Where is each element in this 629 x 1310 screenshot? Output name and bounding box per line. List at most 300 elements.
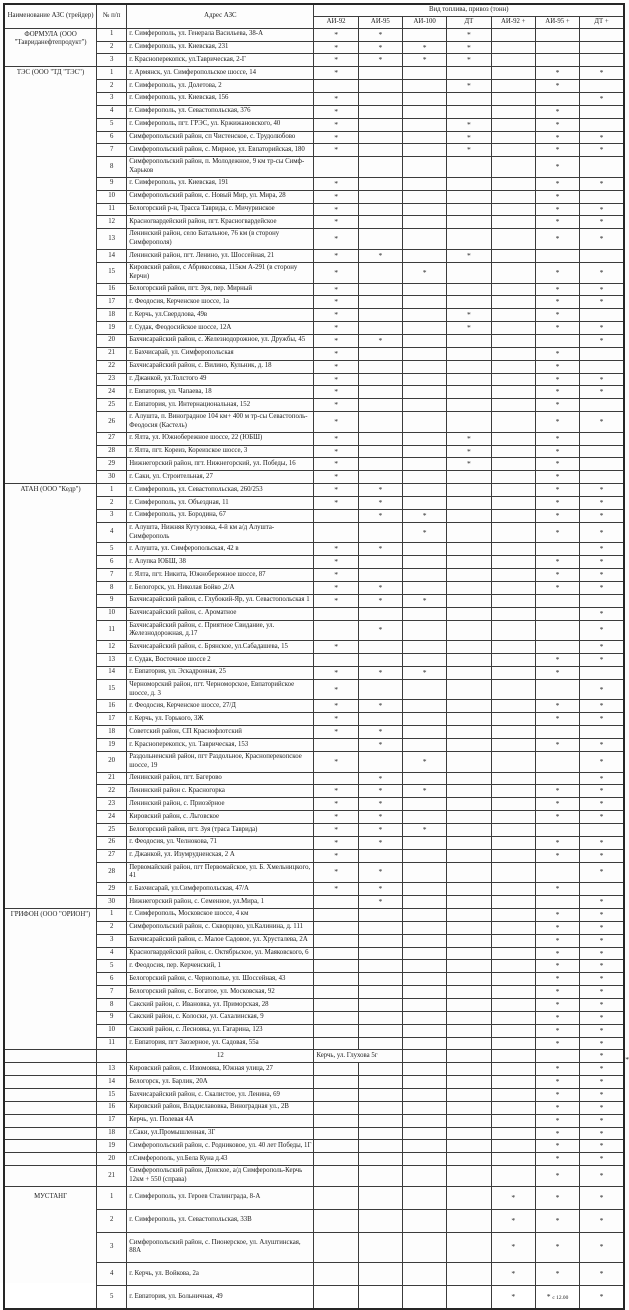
cell-address: г. Евпатория, ул. Эскадронная, 25 bbox=[127, 666, 314, 679]
cell-row-number: 3 bbox=[97, 1232, 127, 1263]
cell-fuel-mark-3 bbox=[447, 1011, 491, 1024]
cell-fuel-mark-1 bbox=[358, 654, 402, 667]
cell-row-number: 16 bbox=[97, 1101, 127, 1114]
cell-fuel-mark-6: * bbox=[580, 569, 624, 582]
cell-fuel-mark-4 bbox=[491, 1076, 535, 1089]
cell-fuel-mark-1: * bbox=[358, 700, 402, 713]
cell-row-number: 20 bbox=[97, 334, 127, 347]
cell-address: г. Алупка ЮБШ, 38 bbox=[127, 556, 314, 569]
cell-fuel-mark-2 bbox=[403, 471, 447, 484]
cell-fuel-mark-4 bbox=[491, 118, 535, 131]
cell-address: Бахчисарайский район, с. Ароматное bbox=[127, 607, 314, 620]
cell-fuel-mark-6 bbox=[580, 824, 624, 837]
cell-fuel-mark-4 bbox=[491, 190, 535, 203]
table-row bbox=[4, 836, 624, 849]
cell-fuel-mark-3 bbox=[447, 399, 491, 412]
cell-fuel-mark-4 bbox=[491, 1037, 535, 1050]
cell-address: г. Керчь, ул. Горького, 3Ж bbox=[127, 713, 314, 726]
cell-fuel-mark-6 bbox=[580, 157, 624, 178]
cell-fuel-mark-5: * bbox=[535, 386, 579, 399]
cell-address: Белогорск, ул. Барлик, 20А bbox=[127, 1076, 314, 1089]
cell-fuel-mark-2 bbox=[403, 412, 447, 433]
cell-address: г. Феодосия, Керченское шоссе, 1а bbox=[127, 296, 314, 309]
cell-fuel-mark-2 bbox=[403, 1050, 447, 1063]
table-row bbox=[4, 666, 624, 679]
cell-row-number: 13 bbox=[97, 654, 127, 667]
cell-fuel-mark-0: * bbox=[314, 54, 358, 67]
cell-trader-empty bbox=[4, 1063, 97, 1076]
cell-fuel-mark-3 bbox=[447, 582, 491, 595]
cell-fuel-mark-5: * bbox=[535, 105, 579, 118]
cell-fuel-mark-0: * bbox=[314, 798, 358, 811]
cell-address: Симферопольский район, с. Новый Мир, ул. Мира, 28 bbox=[127, 190, 314, 203]
cell-row-number: 21 bbox=[97, 347, 127, 360]
table-row bbox=[4, 1011, 624, 1024]
table-row bbox=[4, 973, 624, 986]
cell-fuel-mark-2 bbox=[403, 849, 447, 862]
cell-fuel-mark-1 bbox=[358, 283, 402, 296]
header-fuel-col-0: АИ-92 bbox=[314, 16, 358, 28]
cell-trader-empty bbox=[4, 1114, 97, 1127]
cell-fuel-mark-1 bbox=[358, 1024, 402, 1037]
cell-fuel-mark-1 bbox=[358, 522, 402, 543]
cell-fuel-mark-4 bbox=[491, 1011, 535, 1024]
cell-row-number: 27 bbox=[97, 849, 127, 862]
cell-fuel-mark-4 bbox=[491, 92, 535, 105]
table-row bbox=[4, 582, 624, 595]
cell-fuel-mark-2 bbox=[403, 739, 447, 752]
cell-fuel-mark-2 bbox=[403, 1101, 447, 1114]
cell-fuel-mark-5: * bbox=[535, 811, 579, 824]
cell-fuel-mark-5 bbox=[535, 594, 579, 607]
table-row bbox=[4, 144, 624, 157]
cell-fuel-mark-1 bbox=[358, 934, 402, 947]
table-row bbox=[4, 1153, 624, 1166]
cell-fuel-mark-3 bbox=[447, 811, 491, 824]
cell-fuel-mark-4 bbox=[491, 471, 535, 484]
cell-fuel-mark-1 bbox=[358, 131, 402, 144]
cell-fuel-mark-5: * bbox=[535, 1037, 579, 1050]
cell-fuel-mark-0: * bbox=[314, 373, 358, 386]
cell-fuel-mark-3 bbox=[447, 1140, 491, 1153]
cell-fuel-mark-3 bbox=[447, 471, 491, 484]
cell-fuel-mark-2 bbox=[403, 334, 447, 347]
cell-fuel-mark-1 bbox=[358, 1186, 402, 1209]
cell-fuel-mark-1 bbox=[358, 908, 402, 921]
cell-fuel-mark-3: * bbox=[447, 131, 491, 144]
cell-fuel-mark-4 bbox=[491, 360, 535, 373]
cell-fuel-mark-2 bbox=[403, 921, 447, 934]
cell-fuel-mark-6 bbox=[580, 41, 624, 54]
cell-fuel-mark-1: * bbox=[358, 666, 402, 679]
cell-fuel-mark-4 bbox=[491, 896, 535, 909]
cell-fuel-mark-6 bbox=[580, 445, 624, 458]
cell-fuel-mark-3 bbox=[447, 654, 491, 667]
cell-fuel-mark-3 bbox=[447, 92, 491, 105]
cell-fuel-mark-2 bbox=[403, 1011, 447, 1024]
cell-fuel-mark-3 bbox=[447, 543, 491, 556]
cell-fuel-mark-2 bbox=[403, 131, 447, 144]
cell-fuel-mark-5: * bbox=[535, 67, 579, 80]
cell-fuel-mark-6: * bbox=[580, 934, 624, 947]
cell-fuel-mark-4 bbox=[491, 726, 535, 739]
cell-row-number: 30 bbox=[97, 896, 127, 909]
cell-address: г. Алушта, п. Виноградное 104 км+ 400 м тр-сы Севастополь-Феодосия (Кастель) bbox=[127, 412, 314, 433]
cell-fuel-mark-5: * bbox=[535, 262, 579, 283]
cell-fuel-mark-0 bbox=[314, 1037, 358, 1050]
cell-fuel-mark-6: * bbox=[580, 262, 624, 283]
table-row bbox=[4, 798, 624, 811]
cell-fuel-mark-0: * bbox=[314, 296, 358, 309]
cell-fuel-mark-1 bbox=[358, 713, 402, 726]
cell-row-number: 24 bbox=[97, 811, 127, 824]
cell-row-number: 3 bbox=[97, 509, 127, 522]
cell-trader-name: МУСТАНГ bbox=[4, 1186, 97, 1309]
cell-fuel-mark-2 bbox=[403, 772, 447, 785]
cell-fuel-mark-5: * bbox=[535, 654, 579, 667]
cell-fuel-mark-3 bbox=[447, 373, 491, 386]
cell-fuel-mark-6 bbox=[580, 105, 624, 118]
cell-fuel-mark-0: * bbox=[314, 144, 358, 157]
cell-fuel-mark-0: * bbox=[314, 594, 358, 607]
cell-fuel-mark-4: * bbox=[491, 1209, 535, 1232]
cell-fuel-mark-4 bbox=[491, 144, 535, 157]
table-row bbox=[4, 28, 624, 41]
cell-fuel-mark-2 bbox=[403, 1209, 447, 1232]
cell-row-number: 1 bbox=[97, 28, 127, 41]
table-row bbox=[4, 1063, 624, 1076]
cell-fuel-mark-2 bbox=[403, 216, 447, 229]
cell-fuel-mark-0 bbox=[314, 1286, 358, 1310]
cell-fuel-mark-5: * bbox=[535, 1024, 579, 1037]
cell-fuel-mark-2 bbox=[403, 177, 447, 190]
cell-address: Раздольненский район, пгт Раздольное, Красноперекопское шоссе, 19 bbox=[127, 751, 314, 772]
cell-address: Ленинский район, село Батальное, 76 км (в сторону Симферополя) bbox=[127, 229, 314, 250]
cell-fuel-mark-1: * bbox=[358, 620, 402, 641]
cell-fuel-mark-3 bbox=[447, 739, 491, 752]
cell-fuel-mark-3 bbox=[447, 666, 491, 679]
cell-fuel-mark-5: * bbox=[535, 1063, 579, 1076]
cell-fuel-mark-6: * bbox=[580, 986, 624, 999]
table-row bbox=[4, 445, 624, 458]
table-row bbox=[4, 131, 624, 144]
cell-fuel-mark-2 bbox=[403, 67, 447, 80]
table-row bbox=[4, 679, 624, 700]
table-row bbox=[4, 386, 624, 399]
cell-address: Кировский район, с Абрикосовка, 115км А-291 (в сторону Керчи) bbox=[127, 262, 314, 283]
cell-fuel-mark-6: * bbox=[580, 1063, 624, 1076]
cell-fuel-mark-1: * bbox=[358, 250, 402, 263]
cell-row-number: 23 bbox=[97, 798, 127, 811]
cell-row-number: 9 bbox=[97, 177, 127, 190]
cell-address: г. Симферополь, Московское шоссе, 4 км bbox=[127, 908, 314, 921]
cell-fuel-mark-3 bbox=[447, 998, 491, 1011]
cell-fuel-mark-4 bbox=[491, 1114, 535, 1127]
cell-fuel-mark-4 bbox=[491, 862, 535, 883]
cell-fuel-mark-6: * bbox=[580, 849, 624, 862]
cell-address: г. Симферополь, ул. Героев Сталинграда, 8-А bbox=[127, 1186, 314, 1209]
table-row bbox=[4, 203, 624, 216]
cell-address: г. Ялта, пгт. Никита, Южнобережное шоссе, 87 bbox=[127, 569, 314, 582]
cell-fuel-mark-2 bbox=[403, 360, 447, 373]
cell-row-number: 22 bbox=[97, 360, 127, 373]
cell-fuel-mark-6: * bbox=[580, 713, 624, 726]
cell-fuel-mark-2 bbox=[403, 28, 447, 41]
cell-fuel-mark-2 bbox=[403, 497, 447, 510]
clipped-mark: * bbox=[625, 1054, 629, 1064]
cell-address: г. Симферополь, ул. Бородина, 67 bbox=[127, 509, 314, 522]
cell-fuel-mark-6: * bbox=[580, 144, 624, 157]
cell-fuel-mark-2: * bbox=[403, 522, 447, 543]
cell-fuel-mark-2 bbox=[403, 347, 447, 360]
cell-fuel-mark-2 bbox=[403, 296, 447, 309]
cell-address: г. Симферополь, ул. Объездная, 11 bbox=[127, 497, 314, 510]
cell-fuel-mark-3 bbox=[447, 360, 491, 373]
cell-address: г. Красноперекопск, ул. Таврическая, 153 bbox=[127, 739, 314, 752]
cell-fuel-mark-0 bbox=[314, 1140, 358, 1153]
cell-fuel-mark-4 bbox=[491, 713, 535, 726]
cell-fuel-mark-1 bbox=[358, 1037, 402, 1050]
cell-row-number: 15 bbox=[97, 679, 127, 700]
cell-fuel-mark-3 bbox=[447, 607, 491, 620]
cell-fuel-mark-2 bbox=[403, 896, 447, 909]
cell-fuel-mark-6: * bbox=[580, 203, 624, 216]
cell-fuel-mark-6 bbox=[580, 347, 624, 360]
cell-fuel-mark-3: * bbox=[447, 458, 491, 471]
cell-fuel-mark-3: * bbox=[447, 41, 491, 54]
cell-fuel-mark-6: * bbox=[580, 283, 624, 296]
cell-fuel-mark-5: * bbox=[535, 973, 579, 986]
cell-fuel-mark-0: * bbox=[314, 556, 358, 569]
cell-fuel-mark-3 bbox=[447, 334, 491, 347]
cell-fuel-mark-5: * bbox=[535, 229, 579, 250]
cell-fuel-mark-2: * bbox=[403, 54, 447, 67]
cell-row-number: 25 bbox=[97, 824, 127, 837]
cell-fuel-mark-5: * bbox=[535, 1153, 579, 1166]
cell-fuel-mark-5: * bbox=[535, 322, 579, 335]
cell-fuel-mark-2 bbox=[403, 399, 447, 412]
table-row bbox=[4, 700, 624, 713]
table-row bbox=[4, 556, 624, 569]
cell-fuel-mark-3 bbox=[447, 67, 491, 80]
cell-fuel-mark-1 bbox=[358, 1063, 402, 1076]
cell-row-number: 4 bbox=[97, 1263, 127, 1286]
cell-fuel-mark-5: * bbox=[535, 1232, 579, 1263]
cell-fuel-mark-3 bbox=[447, 1166, 491, 1187]
cell-fuel-mark-3 bbox=[447, 798, 491, 811]
cell-row-number: 29 bbox=[97, 458, 127, 471]
cell-address: Нижнегорский район, пгт. Нижнегорский, ул. Победы, 16 bbox=[127, 458, 314, 471]
cell-fuel-mark-0 bbox=[314, 739, 358, 752]
cell-fuel-mark-4 bbox=[491, 739, 535, 752]
cell-fuel-mark-3 bbox=[447, 785, 491, 798]
cell-fuel-mark-6: * bbox=[580, 700, 624, 713]
cell-address: г. Симферополь, ул. Долетова, 2 bbox=[127, 80, 314, 93]
cell-row-number: 16 bbox=[97, 283, 127, 296]
cell-fuel-mark-1 bbox=[358, 229, 402, 250]
cell-address: Красногвардейский район, пгт. Красногвардейское bbox=[127, 216, 314, 229]
cell-fuel-mark-1 bbox=[358, 399, 402, 412]
cell-fuel-mark-3 bbox=[447, 726, 491, 739]
cell-fuel-mark-6 bbox=[580, 118, 624, 131]
cell-address: г. Бахчисарай, ул.Симферопольская, 47/А bbox=[127, 883, 314, 896]
table-row bbox=[4, 1209, 624, 1232]
cell-fuel-mark-5: * bbox=[535, 700, 579, 713]
cell-fuel-mark-4 bbox=[491, 296, 535, 309]
cell-fuel-mark-5: * с 12.00 bbox=[535, 1286, 579, 1310]
cell-fuel-mark-3 bbox=[447, 203, 491, 216]
cell-trader-name: ГРИФОН (ООО "ОРИОН") bbox=[4, 908, 97, 1049]
cell-fuel-mark-4 bbox=[491, 836, 535, 849]
cell-address: г. Джанкой, ул.Толстого 49 bbox=[127, 373, 314, 386]
cell-fuel-mark-4 bbox=[491, 412, 535, 433]
table-row bbox=[4, 883, 624, 896]
cell-fuel-mark-4 bbox=[491, 203, 535, 216]
cell-fuel-mark-2 bbox=[403, 998, 447, 1011]
table-row bbox=[4, 216, 624, 229]
cell-fuel-mark-1: * bbox=[358, 28, 402, 41]
table-row bbox=[4, 373, 624, 386]
cell-address: г. Красноперекопск, ул.Таврическая, 2-Г bbox=[127, 54, 314, 67]
cell-row-number: 13 bbox=[97, 1063, 127, 1076]
cell-fuel-mark-4 bbox=[491, 947, 535, 960]
cell-fuel-mark-4 bbox=[491, 849, 535, 862]
cell-fuel-mark-1 bbox=[358, 144, 402, 157]
cell-fuel-mark-1: * bbox=[358, 726, 402, 739]
cell-fuel-mark-2 bbox=[403, 1232, 447, 1263]
cell-trader-name: ФОРМУЛА (ООО "Тавриданефтепродукт") bbox=[4, 28, 97, 67]
cell-fuel-mark-0: * bbox=[314, 666, 358, 679]
header-fuel-col-5: АИ-95 + bbox=[535, 16, 579, 28]
cell-fuel-mark-2: * bbox=[403, 751, 447, 772]
cell-address: Керчь, ул. Полевая 4А bbox=[127, 1114, 314, 1127]
cell-fuel-mark-2: * bbox=[403, 785, 447, 798]
cell-address: Бахчисарайский район, с. Брянское, ул.Сабадашева, 15 bbox=[127, 641, 314, 654]
cell-fuel-mark-6 bbox=[580, 726, 624, 739]
header-fuel-col-1: АИ-95 bbox=[358, 16, 402, 28]
cell-fuel-mark-6: * bbox=[580, 641, 624, 654]
cell-row-number: 2 bbox=[97, 921, 127, 934]
cell-fuel-mark-0: * bbox=[314, 177, 358, 190]
cell-fuel-mark-5 bbox=[535, 679, 579, 700]
cell-fuel-mark-6: * bbox=[580, 1153, 624, 1166]
cell-fuel-mark-3 bbox=[447, 973, 491, 986]
cell-address: Симферопольский район, сп Чистенское, с. Трудолюбово bbox=[127, 131, 314, 144]
cell-fuel-mark-3 bbox=[447, 1114, 491, 1127]
cell-fuel-mark-3 bbox=[447, 229, 491, 250]
cell-fuel-mark-5: * bbox=[535, 934, 579, 947]
cell-fuel-mark-5: * bbox=[535, 509, 579, 522]
cell-fuel-mark-1 bbox=[358, 1232, 402, 1263]
cell-fuel-mark-6: * bbox=[580, 798, 624, 811]
cell-fuel-mark-5: * bbox=[535, 216, 579, 229]
cell-address-shifted: Керчь, ул. Глухова 5г bbox=[314, 1050, 403, 1063]
cell-address: Бахчисарайский район, с. Скалистое, ул. Ленина, 69 bbox=[127, 1089, 314, 1102]
cell-address: Кировский район, с. Льговское bbox=[127, 811, 314, 824]
cell-fuel-mark-2 bbox=[403, 620, 447, 641]
cell-fuel-mark-6: * bbox=[580, 1011, 624, 1024]
table-row bbox=[4, 412, 624, 433]
cell-fuel-mark-0: * bbox=[314, 543, 358, 556]
cell-fuel-mark-6: * bbox=[580, 785, 624, 798]
cell-fuel-mark-4 bbox=[491, 1166, 535, 1187]
cell-row-number: 14 bbox=[97, 1076, 127, 1089]
table-row bbox=[4, 1140, 624, 1153]
cell-address: г. Саки, ул. Строительная, 27 bbox=[127, 471, 314, 484]
table-row bbox=[4, 726, 624, 739]
cell-row-number: 1 bbox=[97, 484, 127, 497]
cell-fuel-mark-5: * bbox=[535, 785, 579, 798]
cell-fuel-mark-1: * bbox=[358, 334, 402, 347]
table-row bbox=[4, 1232, 624, 1263]
cell-row-number: 7 bbox=[97, 144, 127, 157]
cell-fuel-mark-4 bbox=[491, 80, 535, 93]
cell-fuel-mark-6: * bbox=[580, 811, 624, 824]
header-fuel-col-6: ДТ + bbox=[580, 16, 624, 28]
cell-address: Белогорский район, с. Богатое, ул. Московская, 92 bbox=[127, 986, 314, 999]
cell-fuel-mark-2 bbox=[403, 836, 447, 849]
cell-fuel-mark-0 bbox=[314, 908, 358, 921]
cell-fuel-mark-4 bbox=[491, 309, 535, 322]
cell-address: Ленинский район с. Красногорка bbox=[127, 785, 314, 798]
cell-row-number: 27 bbox=[97, 432, 127, 445]
cell-row-number: 20 bbox=[97, 751, 127, 772]
cell-fuel-mark-5: * bbox=[535, 569, 579, 582]
table-row bbox=[4, 157, 624, 178]
cell-row-number: 6 bbox=[97, 556, 127, 569]
cell-fuel-mark-3 bbox=[447, 1037, 491, 1050]
cell-fuel-mark-5: * bbox=[535, 666, 579, 679]
cell-address: г. Судак, Феодосийское шоссе, 12А bbox=[127, 322, 314, 335]
cell-fuel-mark-0: * bbox=[314, 360, 358, 373]
cell-fuel-mark-0 bbox=[314, 522, 358, 543]
cell-fuel-mark-1 bbox=[358, 960, 402, 973]
cell-fuel-mark-4 bbox=[491, 666, 535, 679]
cell-fuel-mark-1 bbox=[358, 262, 402, 283]
cell-fuel-mark-2 bbox=[403, 445, 447, 458]
cell-fuel-mark-2 bbox=[403, 1140, 447, 1153]
cell-fuel-mark-5: * bbox=[535, 347, 579, 360]
table-row bbox=[4, 509, 624, 522]
cell-fuel-mark-0: * bbox=[314, 92, 358, 105]
cell-fuel-mark-0: * bbox=[314, 118, 358, 131]
cell-address: г. Евпатория, ул. Чапаева, 18 bbox=[127, 386, 314, 399]
cell-fuel-mark-0 bbox=[314, 1076, 358, 1089]
cell-fuel-mark-4 bbox=[491, 509, 535, 522]
cell-fuel-mark-3 bbox=[447, 620, 491, 641]
cell-fuel-mark-2 bbox=[403, 582, 447, 595]
table-row bbox=[4, 1263, 624, 1286]
cell-fuel-mark-2 bbox=[403, 144, 447, 157]
cell-fuel-mark-0: * bbox=[314, 229, 358, 250]
cell-address: г.Симферополь, ул.Бела Куна д.43 bbox=[127, 1153, 314, 1166]
cell-fuel-mark-5: * bbox=[535, 458, 579, 471]
cell-fuel-mark-6: * bbox=[580, 216, 624, 229]
cell-fuel-mark-2 bbox=[403, 654, 447, 667]
cell-address: Симферопольский район, с. Мирное, ул. Евпаторийская, 180 bbox=[127, 144, 314, 157]
cell-fuel-mark-6: * bbox=[580, 1114, 624, 1127]
cell-row-number: 14 bbox=[97, 666, 127, 679]
cell-address: Белогорский район, с. Чернополье, ул. Шоссейная, 43 bbox=[127, 973, 314, 986]
cell-fuel-mark-0 bbox=[314, 998, 358, 1011]
cell-address: г. Ялта, пгт. Кореиз, Кореизское шоссе, 3 bbox=[127, 445, 314, 458]
cell-fuel-mark-6: * bbox=[580, 131, 624, 144]
cell-fuel-mark-6: * bbox=[580, 947, 624, 960]
cell-fuel-mark-3 bbox=[447, 679, 491, 700]
cell-fuel-mark-0: * bbox=[314, 190, 358, 203]
cell-row-number: 17 bbox=[97, 1114, 127, 1127]
cell-fuel-mark-3 bbox=[447, 569, 491, 582]
